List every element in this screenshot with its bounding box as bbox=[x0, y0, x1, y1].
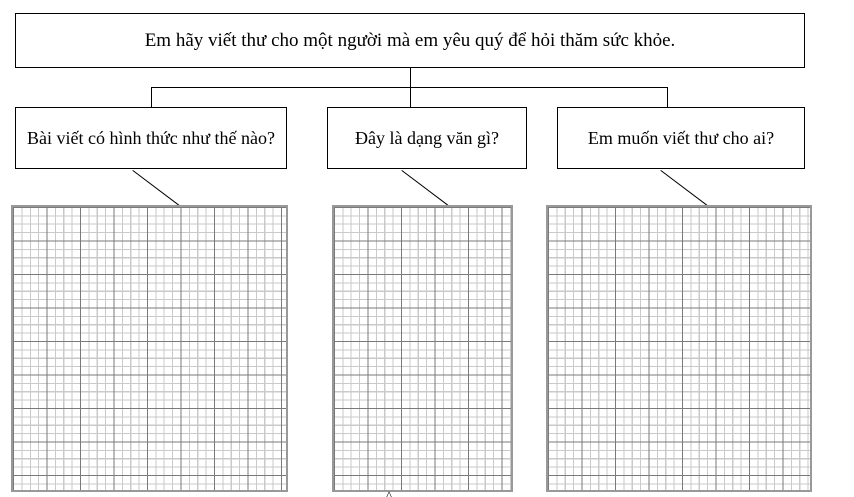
caret-mark: ^ bbox=[386, 488, 393, 497]
question-box-1 bbox=[15, 107, 287, 169]
question-text-3: Em muốn viết thư cho ai? bbox=[587, 127, 775, 148]
connector-drop-1 bbox=[151, 87, 152, 107]
connector-drop-2 bbox=[410, 87, 411, 107]
question-box-2 bbox=[327, 107, 527, 169]
connector-spine bbox=[151, 87, 667, 88]
question-text-2: Đây là dạng văn gì? bbox=[355, 127, 499, 148]
pointer-line-2 bbox=[401, 170, 448, 206]
answer-grid-3[interactable] bbox=[546, 205, 812, 492]
answer-grid-1[interactable] bbox=[11, 205, 288, 492]
pointer-line-3 bbox=[660, 170, 707, 206]
connector-drop-3 bbox=[667, 87, 668, 107]
root-prompt-box bbox=[15, 13, 805, 68]
connector-root-stem bbox=[410, 68, 411, 87]
answer-grid-2[interactable] bbox=[332, 205, 513, 492]
question-text-1: Bài viết có hình thức như thế nào? bbox=[27, 127, 275, 148]
root-prompt-text: Em hãy viết thư cho một người mà em yêu quý để hỏi thăm sức khỏe. bbox=[144, 29, 676, 51]
question-box-3 bbox=[557, 107, 805, 169]
pointer-line-1 bbox=[132, 170, 179, 206]
